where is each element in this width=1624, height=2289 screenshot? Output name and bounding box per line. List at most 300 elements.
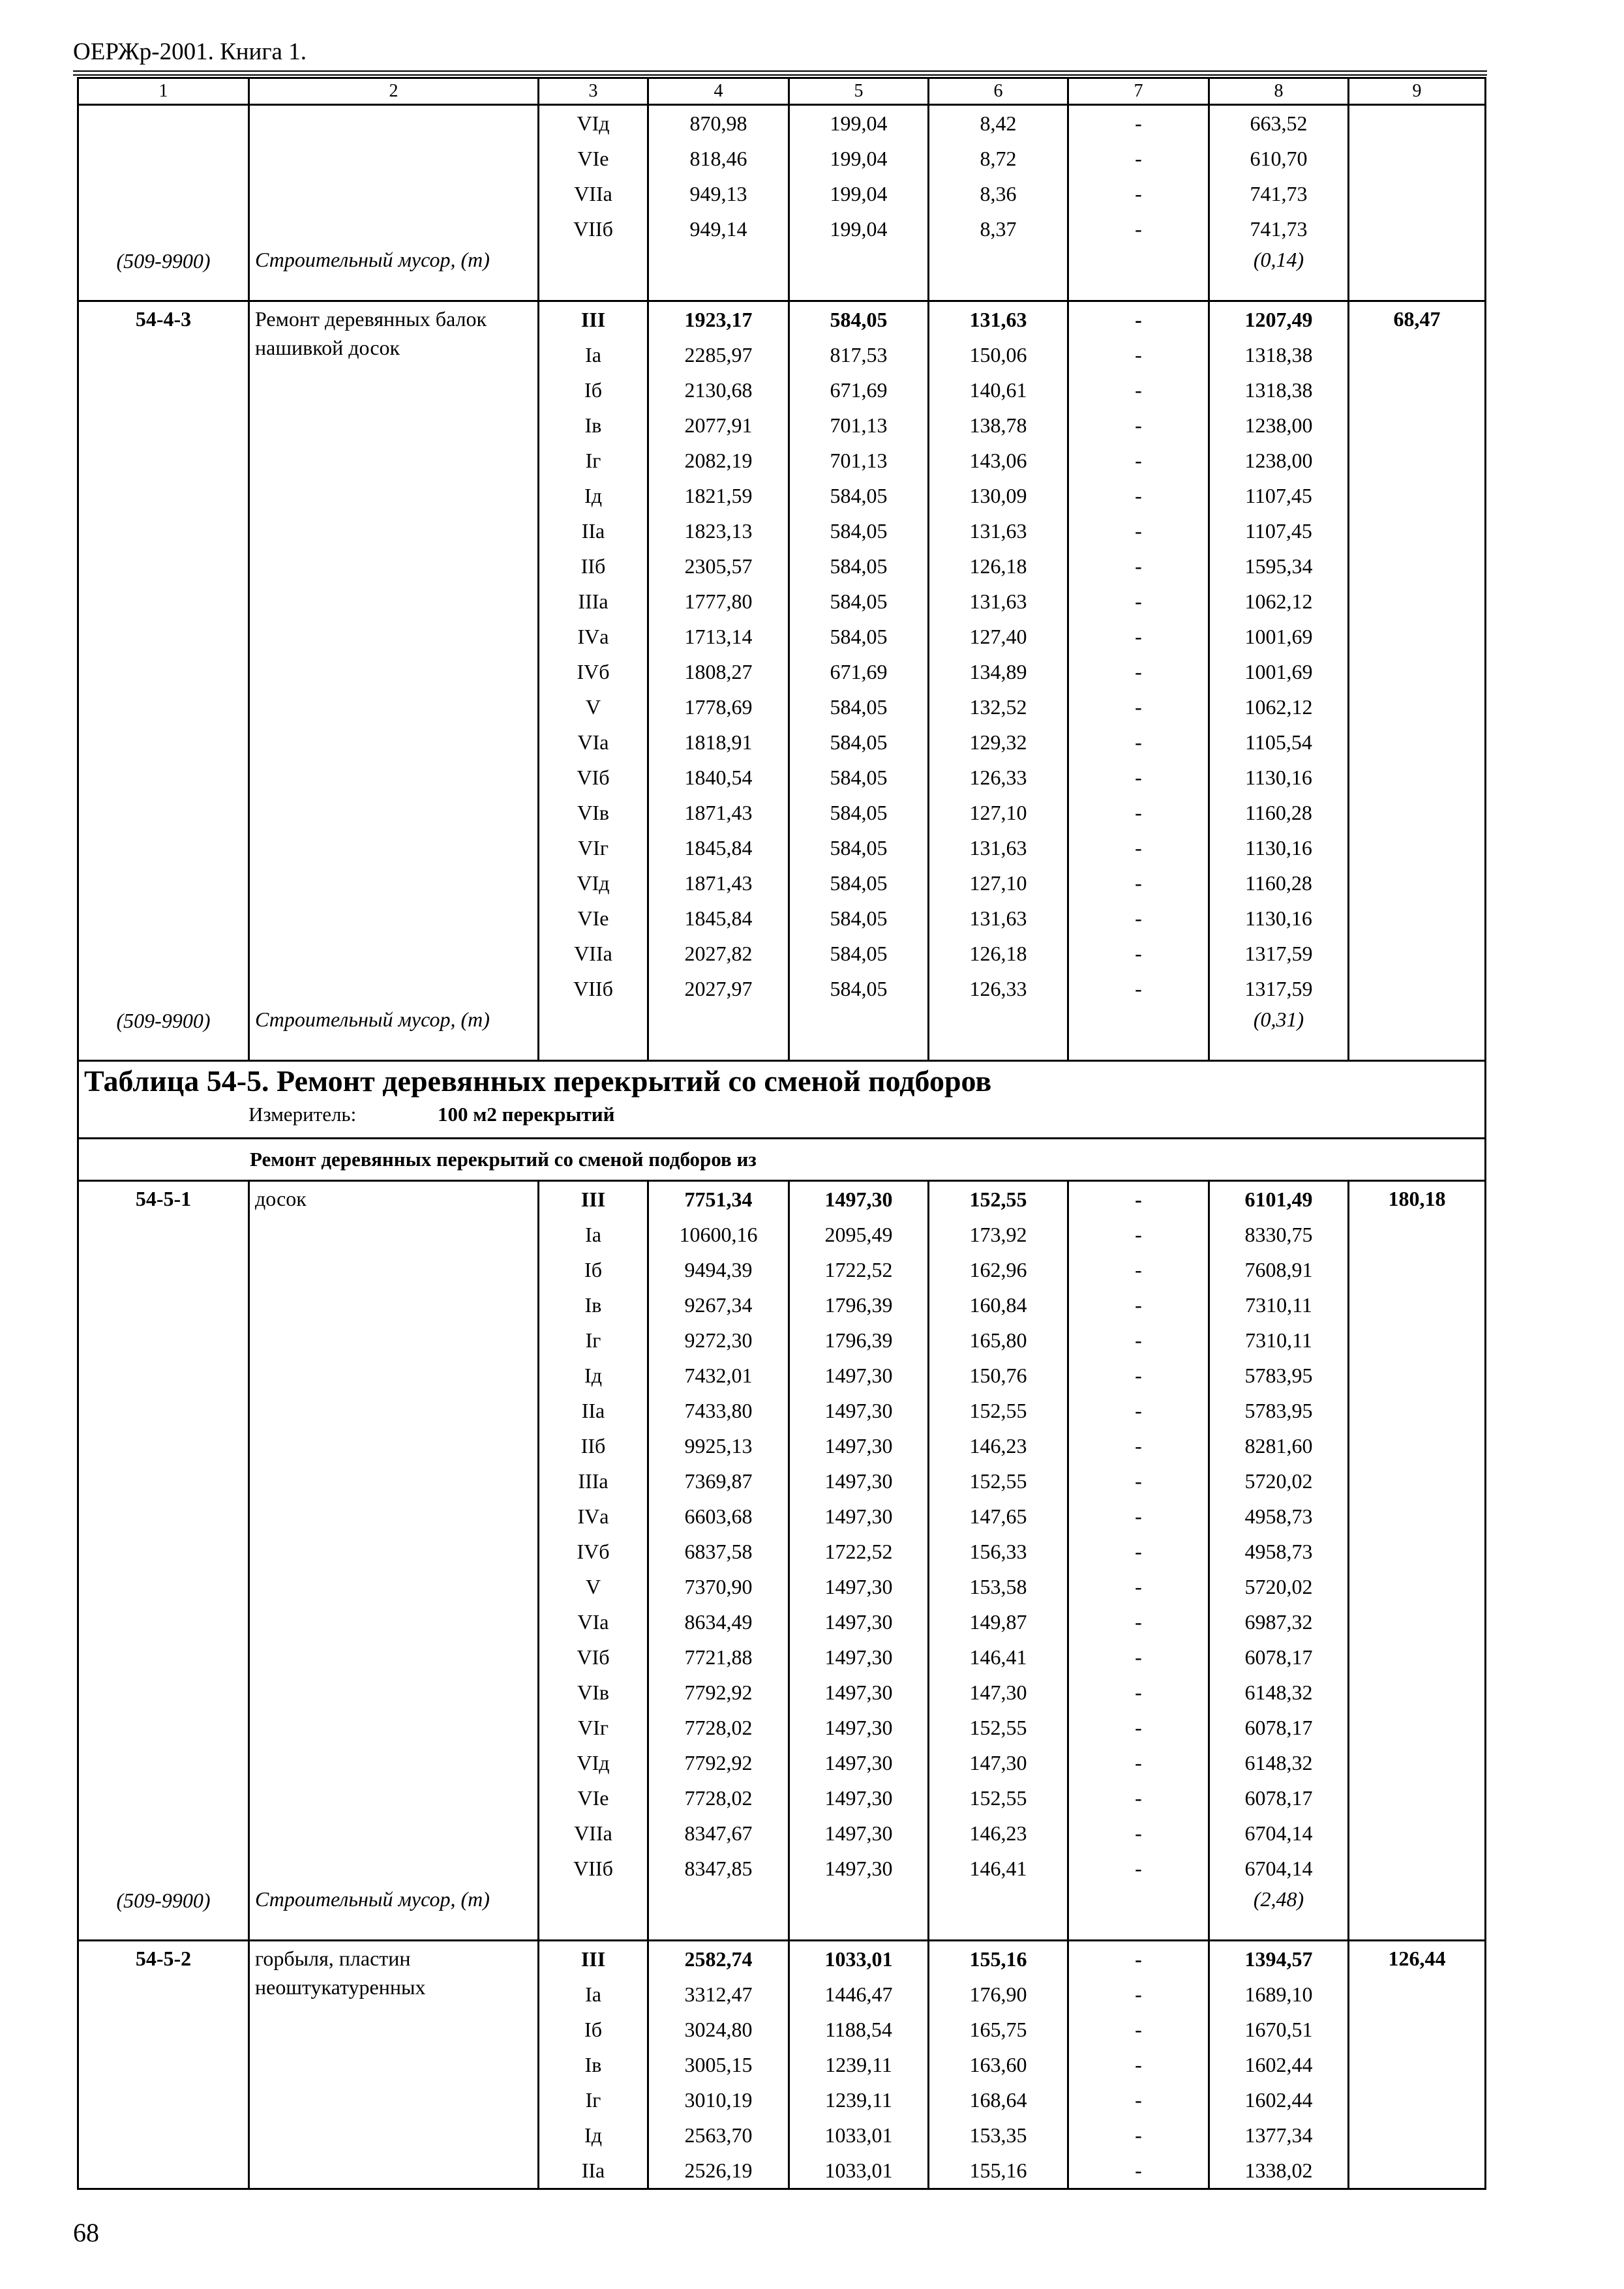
machinist-wages-cell: -	[1068, 1181, 1209, 1218]
waste-value-cell: (0,31)	[1209, 1006, 1349, 1061]
zone-cell: IVа	[539, 1499, 648, 1534]
wages-cell: 584,05	[789, 478, 929, 513]
machinist-wages-cell: -	[1068, 1499, 1209, 1534]
machines-cell: 131,63	[929, 513, 1068, 548]
column-number: 6	[929, 78, 1068, 105]
zone-cell: III	[539, 1941, 648, 1977]
machines-cell: 131,63	[929, 901, 1068, 936]
machines-cell: 143,06	[929, 443, 1068, 478]
wages-cell: 1497,30	[789, 1851, 929, 1886]
machinist-wages-cell: -	[1068, 865, 1209, 901]
wages-cell: 1722,52	[789, 1252, 929, 1287]
total-cost-cell: 9267,34	[648, 1287, 789, 1323]
wages-cell: 584,05	[789, 301, 929, 338]
machines-cell: 155,16	[929, 1941, 1068, 1977]
materials-cell: 1130,16	[1209, 830, 1349, 865]
zone-cell: IIа	[539, 1393, 648, 1428]
machinist-wages-cell: -	[1068, 1816, 1209, 1851]
wages-cell: 584,05	[789, 513, 929, 548]
machines-cell: 131,63	[929, 830, 1068, 865]
machinist-wages-cell: -	[1068, 1463, 1209, 1499]
empty-cell	[648, 1886, 789, 1941]
machines-cell: 126,18	[929, 936, 1068, 971]
machines-cell: 147,30	[929, 1745, 1068, 1780]
subheading: Ремонт деревянных перекрытий со сменой подборов из	[250, 1148, 757, 1171]
total-cost-cell: 2305,57	[648, 548, 789, 584]
measure-value: 100 м2 перекрытий	[438, 1103, 615, 1126]
rate-name-text: Ремонт деревянных балок нашивкой досок	[255, 307, 487, 359]
machines-cell: 165,75	[929, 2012, 1068, 2047]
machines-cell: 152,55	[929, 1181, 1068, 1218]
total-cost-cell: 1808,27	[648, 654, 789, 689]
machines-cell: 176,90	[929, 1977, 1068, 2012]
machines-cell: 129,32	[929, 725, 1068, 760]
machines-cell: 163,60	[929, 2047, 1068, 2082]
wages-cell: 1446,47	[789, 1977, 929, 2012]
empty-cell	[1068, 247, 1209, 301]
waste-name: Строительный мусор, (т)	[255, 1008, 490, 1031]
machines-cell: 127,40	[929, 619, 1068, 654]
materials-cell: 1062,12	[1209, 584, 1349, 619]
wages-cell: 1497,30	[789, 1463, 929, 1499]
zone-cell: Iб	[539, 2012, 648, 2047]
machinist-wages-cell: -	[1068, 1780, 1209, 1816]
machinist-wages-cell: -	[1068, 619, 1209, 654]
materials-cell: 1317,59	[1209, 936, 1349, 971]
empty-cell	[929, 1006, 1068, 1061]
machines-cell: 126,33	[929, 971, 1068, 1006]
column-number: 5	[789, 78, 929, 105]
total-cost-cell: 3024,80	[648, 2012, 789, 2047]
total-cost-cell: 6603,68	[648, 1499, 789, 1534]
column-number: 1	[78, 78, 249, 105]
waste-name-cell	[249, 247, 539, 301]
zone-cell: Iа	[539, 1977, 648, 2012]
wages-cell: 584,05	[789, 830, 929, 865]
empty-cell	[539, 247, 648, 301]
materials-cell: 6078,17	[1209, 1710, 1349, 1745]
machines-cell: 152,55	[929, 1780, 1068, 1816]
wages-cell: 584,05	[789, 865, 929, 901]
total-cost-cell: 7369,87	[648, 1463, 789, 1499]
total-cost-cell: 6837,58	[648, 1534, 789, 1569]
zone-cell: IVб	[539, 1534, 648, 1569]
machinist-wages-cell: -	[1068, 1428, 1209, 1463]
machines-cell: 131,63	[929, 584, 1068, 619]
machinist-wages-cell: -	[1068, 936, 1209, 971]
wages-cell: 199,04	[789, 141, 929, 176]
zone-cell: Iб	[539, 1252, 648, 1287]
wages-cell: 701,13	[789, 408, 929, 443]
machines-cell: 149,87	[929, 1604, 1068, 1639]
materials-cell: 1689,10	[1209, 1977, 1349, 2012]
machinist-wages-cell: -	[1068, 1252, 1209, 1287]
total-cost-cell: 1871,43	[648, 865, 789, 901]
materials-cell: 1001,69	[1209, 619, 1349, 654]
zone-cell: VIе	[539, 901, 648, 936]
materials-cell: 1318,38	[1209, 372, 1349, 408]
rate-code: 54-5-1	[78, 1181, 249, 1887]
wages-cell: 1033,01	[789, 1941, 929, 1977]
zone-cell: IIб	[539, 1428, 648, 1463]
wages-cell: 1497,30	[789, 1816, 929, 1851]
empty-cell	[1068, 1006, 1209, 1061]
wages-cell: 701,13	[789, 443, 929, 478]
materials-cell: 1595,34	[1209, 548, 1349, 584]
machinist-wages-cell: -	[1068, 830, 1209, 865]
machinist-wages-cell: -	[1068, 176, 1209, 211]
machines-cell: 8,42	[929, 105, 1068, 142]
waste-value-cell: (2,48)	[1209, 1886, 1349, 1941]
materials-cell: 7608,91	[1209, 1252, 1349, 1287]
total-cost-cell: 9494,39	[648, 1252, 789, 1287]
table-title: Таблица 54-5. Ремонт деревянных перекрытий со сменой подборов	[84, 1064, 992, 1098]
waste-code-cell	[78, 1886, 249, 1941]
wages-cell: 1033,01	[789, 2153, 929, 2189]
wages-cell: 584,05	[789, 619, 929, 654]
waste-row	[78, 1006, 1486, 1061]
materials-cell: 1394,57	[1209, 1941, 1349, 1977]
wages-cell: 1722,52	[789, 1534, 929, 1569]
table-row	[78, 1941, 1486, 1977]
wages-cell: 584,05	[789, 760, 929, 795]
zone-cell: Iв	[539, 1287, 648, 1323]
wages-cell: 1497,30	[789, 1675, 929, 1710]
empty-cell	[929, 247, 1068, 301]
wages-cell: 584,05	[789, 901, 929, 936]
labor-cost-cell	[1349, 105, 1486, 301]
zone-cell: VIе	[539, 1780, 648, 1816]
rate-code	[78, 105, 249, 247]
measure-label: Измеритель:	[248, 1103, 357, 1126]
waste-name-cell	[249, 1886, 539, 1941]
machines-cell: 134,89	[929, 654, 1068, 689]
zone-cell: VIв	[539, 1675, 648, 1710]
wages-cell: 199,04	[789, 211, 929, 247]
machinist-wages-cell: -	[1068, 1745, 1209, 1780]
column-number: 8	[1209, 78, 1349, 105]
waste-code-cell	[78, 1006, 249, 1061]
zone-cell: III	[539, 1181, 648, 1218]
materials-cell: 7310,11	[1209, 1287, 1349, 1323]
zone-cell: VIIа	[539, 936, 648, 971]
machines-cell: 8,36	[929, 176, 1068, 211]
machines-cell: 160,84	[929, 1287, 1068, 1323]
materials-cell: 741,73	[1209, 176, 1349, 211]
rate-name	[249, 301, 539, 1007]
machines-cell: 127,10	[929, 795, 1068, 830]
total-cost-cell: 2285,97	[648, 337, 789, 372]
total-cost-cell: 8634,49	[648, 1604, 789, 1639]
wages-cell: 1033,01	[789, 2117, 929, 2153]
total-cost-cell: 2582,74	[648, 1941, 789, 1977]
zone-cell: VIIб	[539, 1851, 648, 1886]
machinist-wages-cell: -	[1068, 1393, 1209, 1428]
zone-cell: Iб	[539, 372, 648, 408]
waste-value-cell: (0,14)	[1209, 247, 1349, 301]
total-cost-cell: 1713,14	[648, 619, 789, 654]
materials-cell: 1670,51	[1209, 2012, 1349, 2047]
machinist-wages-cell: -	[1068, 141, 1209, 176]
zone-cell: III	[539, 301, 648, 338]
waste-code: (509-9900)	[116, 1889, 211, 1912]
materials-cell: 6078,17	[1209, 1780, 1349, 1816]
zone-cell: IVа	[539, 619, 648, 654]
machines-cell: 173,92	[929, 1217, 1068, 1252]
wages-cell: 1497,30	[789, 1428, 929, 1463]
materials-cell: 741,73	[1209, 211, 1349, 247]
zone-cell: VIб	[539, 760, 648, 795]
machinist-wages-cell: -	[1068, 584, 1209, 619]
subheading-cell	[78, 1139, 1486, 1181]
total-cost-cell: 7721,88	[648, 1639, 789, 1675]
machines-cell: 152,55	[929, 1710, 1068, 1745]
machinist-wages-cell: -	[1068, 1675, 1209, 1710]
machinist-wages-cell: -	[1068, 2082, 1209, 2117]
column-number: 3	[539, 78, 648, 105]
machines-cell: 146,41	[929, 1639, 1068, 1675]
zone-cell: IIIа	[539, 584, 648, 619]
machinist-wages-cell: -	[1068, 301, 1209, 338]
materials-cell: 1062,12	[1209, 689, 1349, 725]
wages-cell: 1497,30	[789, 1393, 929, 1428]
materials-cell: 1130,16	[1209, 901, 1349, 936]
machines-cell: 8,72	[929, 141, 1068, 176]
zone-cell: IIIа	[539, 1463, 648, 1499]
machinist-wages-cell: -	[1068, 408, 1209, 443]
machines-cell: 130,09	[929, 478, 1068, 513]
zone-cell: VIе	[539, 141, 648, 176]
waste-name-cell	[249, 1006, 539, 1061]
zone-cell: V	[539, 1569, 648, 1604]
zone-cell: Iд	[539, 2117, 648, 2153]
rate-name	[249, 1181, 539, 1887]
machines-cell: 168,64	[929, 2082, 1068, 2117]
machines-cell: 126,33	[929, 760, 1068, 795]
machines-cell: 131,63	[929, 301, 1068, 338]
machines-cell: 127,10	[929, 865, 1068, 901]
wages-cell: 1497,30	[789, 1639, 929, 1675]
zone-cell: VIд	[539, 865, 648, 901]
machinist-wages-cell: -	[1068, 372, 1209, 408]
total-cost-cell: 7792,92	[648, 1745, 789, 1780]
wages-cell: 1497,30	[789, 1569, 929, 1604]
machines-cell: 147,65	[929, 1499, 1068, 1534]
table-row	[78, 301, 1486, 338]
machinist-wages-cell: -	[1068, 478, 1209, 513]
machinist-wages-cell: -	[1068, 2153, 1209, 2189]
machinist-wages-cell: -	[1068, 337, 1209, 372]
zone-cell: IIа	[539, 2153, 648, 2189]
total-cost-cell: 1845,84	[648, 901, 789, 936]
materials-cell: 5783,95	[1209, 1393, 1349, 1428]
total-cost-cell: 9925,13	[648, 1428, 789, 1463]
empty-cell	[789, 1886, 929, 1941]
zone-cell: VIа	[539, 1604, 648, 1639]
total-cost-cell: 1871,43	[648, 795, 789, 830]
machinist-wages-cell: -	[1068, 725, 1209, 760]
materials-cell: 1318,38	[1209, 337, 1349, 372]
materials-cell: 8330,75	[1209, 1217, 1349, 1252]
materials-cell: 663,52	[1209, 105, 1349, 142]
total-cost-cell: 8347,85	[648, 1851, 789, 1886]
materials-cell: 6148,32	[1209, 1745, 1349, 1780]
zone-cell: Iв	[539, 408, 648, 443]
labor-cost-cell: 68,47	[1349, 301, 1486, 1061]
machinist-wages-cell: -	[1068, 2117, 1209, 2153]
machinist-wages-cell: -	[1068, 443, 1209, 478]
zone-cell: VIб	[539, 1639, 648, 1675]
rates-table	[77, 77, 1486, 2190]
wages-cell: 584,05	[789, 936, 929, 971]
wages-cell: 584,05	[789, 725, 929, 760]
rate-code: 54-4-3	[78, 301, 249, 1007]
zone-cell: IIб	[539, 548, 648, 584]
materials-cell: 6078,17	[1209, 1639, 1349, 1675]
zone-cell: Iа	[539, 1217, 648, 1252]
total-cost-cell: 1818,91	[648, 725, 789, 760]
materials-cell: 5720,02	[1209, 1569, 1349, 1604]
table-title-row	[78, 1061, 1486, 1139]
wages-cell: 1239,11	[789, 2082, 929, 2117]
total-cost-cell: 870,98	[648, 105, 789, 142]
machines-cell: 146,23	[929, 1816, 1068, 1851]
machinist-wages-cell: -	[1068, 760, 1209, 795]
table-row	[78, 105, 1486, 142]
machinist-wages-cell: -	[1068, 1358, 1209, 1393]
running-header: ОЕРЖр-2001. Книга 1.	[73, 38, 307, 65]
column-number: 4	[648, 78, 789, 105]
wages-cell: 817,53	[789, 337, 929, 372]
wages-cell: 1497,30	[789, 1745, 929, 1780]
wages-cell: 199,04	[789, 105, 929, 142]
machines-cell: 146,41	[929, 1851, 1068, 1886]
machinist-wages-cell: -	[1068, 1534, 1209, 1569]
zone-cell: Iд	[539, 1358, 648, 1393]
total-cost-cell: 7432,01	[648, 1358, 789, 1393]
zone-cell: VIг	[539, 1710, 648, 1745]
materials-cell: 1160,28	[1209, 795, 1349, 830]
total-cost-cell: 2082,19	[648, 443, 789, 478]
total-cost-cell: 10600,16	[648, 1217, 789, 1252]
materials-cell: 1207,49	[1209, 301, 1349, 338]
machinist-wages-cell: -	[1068, 548, 1209, 584]
wages-cell: 584,05	[789, 689, 929, 725]
machines-cell: 152,55	[929, 1393, 1068, 1428]
machinist-wages-cell: -	[1068, 1217, 1209, 1252]
rate-name	[249, 105, 539, 247]
machinist-wages-cell: -	[1068, 1604, 1209, 1639]
wages-cell: 671,69	[789, 654, 929, 689]
machinist-wages-cell: -	[1068, 1851, 1209, 1886]
machinist-wages-cell: -	[1068, 2047, 1209, 2082]
materials-cell: 1238,00	[1209, 443, 1349, 478]
wages-cell: 1188,54	[789, 2012, 929, 2047]
wages-cell: 1497,30	[789, 1780, 929, 1816]
materials-cell: 1105,54	[1209, 725, 1349, 760]
zone-cell: Iв	[539, 2047, 648, 2082]
total-cost-cell: 2563,70	[648, 2117, 789, 2153]
total-cost-cell: 1845,84	[648, 830, 789, 865]
zone-cell: VIд	[539, 1745, 648, 1780]
rate-name-text: горбыля, пластин неоштукатуренных	[255, 1947, 426, 1999]
column-number: 9	[1349, 78, 1486, 105]
zone-cell: IVб	[539, 654, 648, 689]
machines-cell: 150,76	[929, 1358, 1068, 1393]
materials-cell: 1001,69	[1209, 654, 1349, 689]
rate-name	[249, 1941, 539, 2189]
machinist-wages-cell: -	[1068, 1569, 1209, 1604]
materials-cell: 1602,44	[1209, 2047, 1349, 2082]
wages-cell: 1796,39	[789, 1323, 929, 1358]
total-cost-cell: 1840,54	[648, 760, 789, 795]
zone-cell: V	[539, 689, 648, 725]
materials-cell: 1107,45	[1209, 513, 1349, 548]
materials-cell: 6148,32	[1209, 1675, 1349, 1710]
machines-cell: 138,78	[929, 408, 1068, 443]
total-cost-cell: 949,13	[648, 176, 789, 211]
total-cost-cell: 2077,91	[648, 408, 789, 443]
total-cost-cell: 818,46	[648, 141, 789, 176]
total-cost-cell: 1821,59	[648, 478, 789, 513]
column-number: 2	[249, 78, 539, 105]
zone-cell: Iг	[539, 1323, 648, 1358]
total-cost-cell: 7433,80	[648, 1393, 789, 1428]
machinist-wages-cell: -	[1068, 1977, 1209, 2012]
machines-cell: 147,30	[929, 1675, 1068, 1710]
materials-cell: 610,70	[1209, 141, 1349, 176]
labor-cost-cell: 126,44	[1349, 1941, 1486, 2189]
wages-cell: 1239,11	[789, 2047, 929, 2082]
waste-name: Строительный мусор, (т)	[255, 248, 490, 271]
total-cost-cell: 9272,30	[648, 1323, 789, 1358]
machinist-wages-cell: -	[1068, 654, 1209, 689]
zone-cell: VIв	[539, 795, 648, 830]
rate-name-text: досок	[255, 1187, 307, 1210]
materials-cell: 7310,11	[1209, 1323, 1349, 1358]
materials-cell: 8281,60	[1209, 1428, 1349, 1463]
empty-cell	[648, 1006, 789, 1061]
materials-cell: 1130,16	[1209, 760, 1349, 795]
materials-cell: 4958,73	[1209, 1534, 1349, 1569]
total-cost-cell: 2526,19	[648, 2153, 789, 2189]
machines-cell: 140,61	[929, 372, 1068, 408]
materials-cell: 5783,95	[1209, 1358, 1349, 1393]
machines-cell: 153,58	[929, 1569, 1068, 1604]
waste-code: (509-9900)	[116, 1009, 211, 1032]
wages-cell: 1497,30	[789, 1499, 929, 1534]
materials-cell: 1602,44	[1209, 2082, 1349, 2117]
machinist-wages-cell: -	[1068, 795, 1209, 830]
machinist-wages-cell: -	[1068, 1710, 1209, 1745]
wages-cell: 584,05	[789, 971, 929, 1006]
zone-cell: Iа	[539, 337, 648, 372]
wages-cell: 584,05	[789, 548, 929, 584]
header-rule	[73, 70, 1487, 72]
machines-cell: 153,35	[929, 2117, 1068, 2153]
materials-cell: 1377,34	[1209, 2117, 1349, 2153]
materials-cell: 6987,32	[1209, 1604, 1349, 1639]
materials-cell: 1160,28	[1209, 865, 1349, 901]
column-number-row	[78, 78, 1486, 105]
machines-cell: 132,52	[929, 689, 1068, 725]
machinist-wages-cell: -	[1068, 513, 1209, 548]
wages-cell: 584,05	[789, 795, 929, 830]
materials-cell: 1238,00	[1209, 408, 1349, 443]
machinist-wages-cell: -	[1068, 211, 1209, 247]
empty-cell	[539, 1006, 648, 1061]
zone-cell: VIIб	[539, 971, 648, 1006]
